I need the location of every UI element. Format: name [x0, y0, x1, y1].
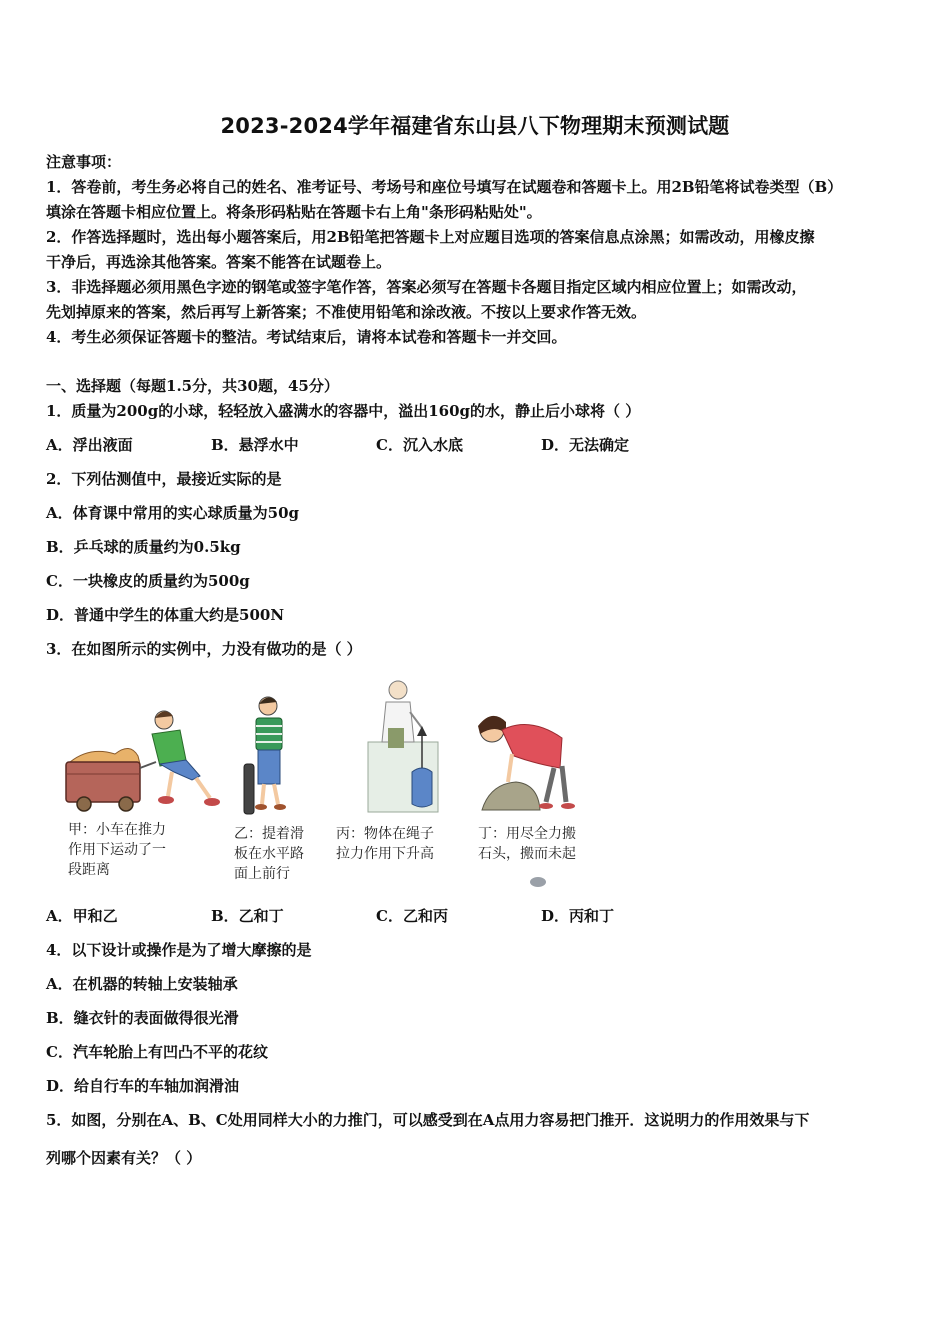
caption-ding: 丁：用尽全力搬 石头，搬而未起 — [478, 826, 576, 862]
question-5-stem: 5．如图，分别在A、B、C处用同样大小的力推门，可以感受到在A点用力容易把门推开．这说明力的作用效果与下 — [46, 1111, 810, 1129]
rope-lift-illustration — [368, 681, 438, 812]
question-5-stem-cont: 列哪个因素有关？（ ） — [46, 1149, 202, 1167]
option-c: C．汽车轮胎上有凹凸不平的花纹 — [46, 1043, 268, 1061]
option-d: D．给自行车的车轴加润滑油 — [46, 1077, 240, 1095]
option-b: B．缝衣针的表面做得很光滑 — [46, 1009, 239, 1027]
question-4-stem: 4．以下设计或操作是为了增大摩擦的是 — [46, 941, 312, 959]
boy-board-illustration — [244, 697, 286, 814]
notice-line: 2．作答选择题时，选出每小题答案后，用2B铅笔把答题卡上对应题目选项的答案信息点涂黑；如需改动，用橡皮擦 — [46, 228, 815, 246]
notice-heading: 注意事项： — [46, 153, 122, 171]
question-1-stem: 1．质量为200g的小球，轻轻放入盛满水的容器中，溢出160g的水，静止后小球将（ ） — [46, 402, 641, 420]
caption-jia: 甲：小车在推力 作用下运动了一 段距离 — [68, 822, 166, 878]
cart-illustration — [66, 711, 220, 811]
caption-bing: 丙：物体在绳子 拉力作用下升高 — [336, 826, 434, 862]
option-b: B．乒乓球的质量约为0.5kg — [46, 538, 241, 556]
option-b: B．乙和丁 — [211, 907, 284, 925]
notice-line: 干净后，再选涂其他答案。答案不能答在试题卷上。 — [46, 253, 392, 271]
notice-line: 填涂在答题卡相应位置上。将条形码粘贴在答题卡右上角"条形码粘贴处"。 — [46, 203, 542, 221]
option-a: A．浮出液面 — [46, 436, 133, 454]
work-examples-figure — [60, 672, 620, 892]
option-d: D．普通中学生的体重大约是500N — [46, 606, 285, 624]
option-b: B．悬浮水中 — [211, 436, 299, 454]
notice-line: 先划掉原来的答案，然后再写上新答案；不准使用铅笔和涂改液。不按以上要求作答无效。 — [46, 303, 647, 321]
option-a: A．甲和乙 — [46, 907, 118, 925]
option-a: A．在机器的转轴上安装轴承 — [46, 975, 238, 993]
option-d: D．无法确定 — [541, 436, 630, 454]
option-a: A．体育课中常用的实心球质量为50g — [46, 504, 300, 522]
question-2-stem: 2．下列估测值中，最接近实际的是 — [46, 470, 282, 488]
notice-line: 1．答卷前，考生务必将自己的姓名、准考证号、考场号和座位号填写在试题卷和答题卡上。用2B铅笔将试卷类型（B） — [46, 178, 843, 196]
exam-title: 2023-2024学年福建省东山县八下物理期末预测试题 — [220, 114, 730, 138]
notice-line: 3．非选择题必须用黑色字迹的钢笔或签字笔作答，答案必须写在答题卡各题目指定区域内相应位置上；如需改动， — [46, 278, 807, 296]
option-c: C．乙和丙 — [376, 907, 448, 925]
notice-line: 4．考生必须保证答题卡的整洁。考试结束后，请将本试卷和答题卡一并交回。 — [46, 328, 567, 346]
caption-yi: 乙：提着滑 板在水平路 面上前行 — [234, 826, 304, 882]
option-d: D．丙和丁 — [541, 907, 615, 925]
question-3-stem: 3．在如图所示的实例中，力没有做功的是（ ） — [46, 640, 362, 658]
section-heading: 一、选择题（每题1.5分，共30题，45分） — [46, 377, 339, 395]
option-c: C．沉入水底 — [376, 436, 463, 454]
option-c: C．一块橡皮的质量约为500g — [46, 572, 250, 590]
